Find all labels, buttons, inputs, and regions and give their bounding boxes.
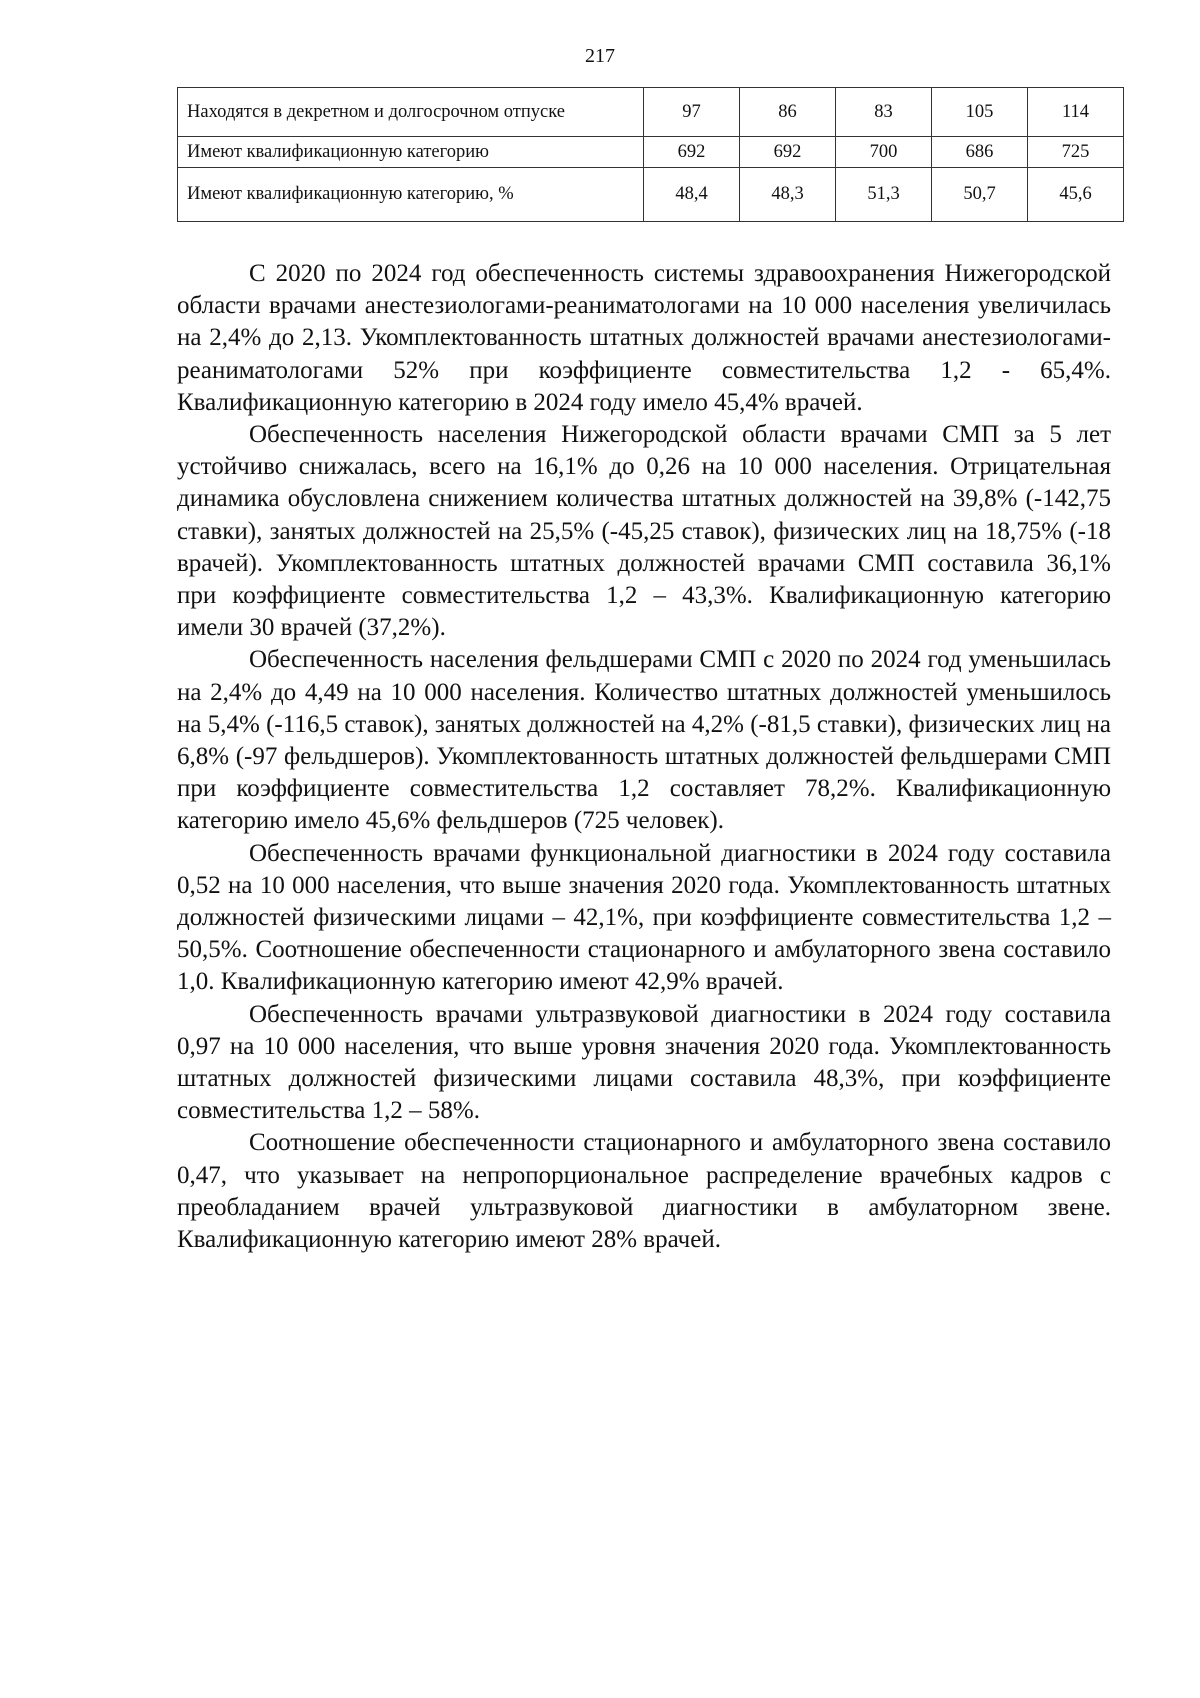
- table-cell: 692: [644, 137, 740, 168]
- table-cell: 48,3: [740, 168, 836, 222]
- table-cell: 725: [1028, 137, 1124, 168]
- table-cell: 48,4: [644, 168, 740, 222]
- table-cell: 114: [1028, 88, 1124, 137]
- table-cell: 45,6: [1028, 168, 1124, 222]
- table-cell: 50,7: [932, 168, 1028, 222]
- table-cell: 700: [836, 137, 932, 168]
- table-cell: 83: [836, 88, 932, 137]
- row-label: Имеют квалификационную категорию, %: [178, 168, 644, 222]
- paragraph-emergency-doctors: Обеспеченность населения Нижегородской области врачами СМП за 5 лет устойчиво снижалась, всего на 16,1% до 0,26 на 10 000 населения. Отрицательная динамика обусловлена снижением количества штатных должностей на 39,8% (-142,75 ставки), занятых должностей на 25,5% (-45,25 ставок), физических лиц на 18,75% (-18 врачей). Укомплектованность штатных должностей врачами СМП составила 36,1% при коэффициенте совместительства 1,2 – 43,3%. Квалификационную категорию имели 30 врачей (37,2%).: [177, 421, 1111, 642]
- staffing-table: [177, 87, 1124, 222]
- row-label: Имеют квалификационную категорию: [178, 137, 644, 168]
- table-row: [178, 168, 1124, 222]
- table-cell: 97: [644, 88, 740, 137]
- paragraph-ultrasound-ratio: Соотношение обеспеченности стационарного и амбулаторного звена составило 0,47, что указывает на непропорциональное распределение врачебных кадров с преобладанием врачей ультразвуковой диагностики в амбулаторном звене. Квалификационную категорию имеют 28% врачей.: [177, 1129, 1111, 1254]
- row-label: Находятся в декретном и долгосрочном отпуске: [178, 88, 644, 137]
- paragraph-anesthesiologists: С 2020 по 2024 год обеспеченность системы здравоохранения Нижегородской области врачами анестезиологами-реаниматологами на 10 000 населения увеличилась на 2,4% до 2,13. Укомплектованность штатных должностей врачами анестезиологами-реаниматологами 52% при коэффициенте совместительства 1,2 - 65,4%. Квалификационную категорию в 2024 году имело 45,4% врачей.: [177, 260, 1111, 416]
- paragraph-functional-diagnostics: Обеспеченность врачами функциональной диагностики в 2024 году составила 0,52 на 10 000 населения, что выше значения 2020 года. Укомплектованность штатных должностей физическими лицами – 42,1%, при коэффициенте совместительства 1,2 – 50,5%. Соотношение обеспеченности стационарного и амбулаторного звена составило 1,0. Квалификационную категорию имеют 42,9% врачей.: [177, 839, 1111, 996]
- table-cell: 686: [932, 137, 1028, 168]
- table-cell: 105: [932, 88, 1028, 137]
- table-cell: 86: [740, 88, 836, 137]
- table-row: [178, 88, 1124, 137]
- table-cell: 692: [740, 137, 836, 168]
- paragraph-ultrasound-diagnostics: Обеспеченность врачами ультразвуковой диагностики в 2024 году составила 0,97 на 10 000 населения, что выше уровня значения 2020 года. Укомплектованность штатных должностей физическими лицами составила 48,3%, при коэффициенте совместительства 1,2 – 58%.: [177, 1000, 1111, 1125]
- page-number: 217: [585, 45, 615, 67]
- table-cell: 51,3: [836, 168, 932, 222]
- body-text: [177, 258, 1111, 1256]
- table-row: [178, 137, 1124, 168]
- paragraph-emergency-paramedics: Обеспеченность населения фельдшерами СМП с 2020 по 2024 год уменьшилась на 2,4% до 4,49 на 10 000 населения. Количество штатных должностей уменьшилось на 5,4% (-116,5 ставок), занятых должностей на 4,2% (-81,5 ставки), физических лиц на 6,8% (-97 фельдшеров). Укомплектованность штатных должностей фельдшерами СМП при коэффициенте совместительства 1,2 составляет 78,2%. Квалификационную категорию имело 45,6% фельдшеров (725 человек).: [177, 646, 1111, 835]
